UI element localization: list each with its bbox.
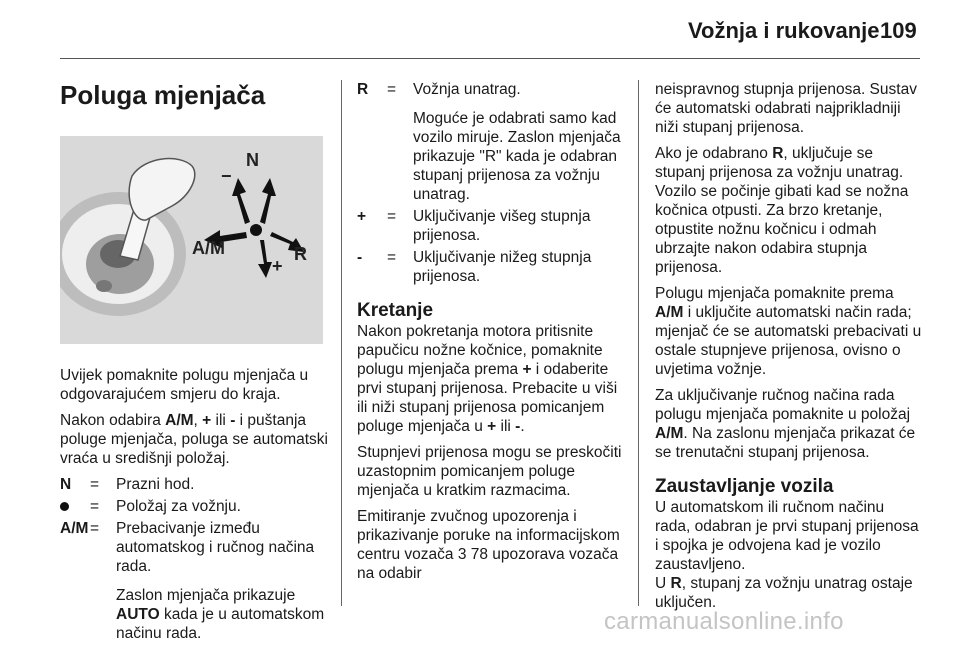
paragraph: neispravnog stupnja prijenosa. Sustav će automatski odabrati najprikladniji niži stupanj prijenosa. xyxy=(655,81,917,136)
page-number: 109 xyxy=(880,18,917,43)
header-divider xyxy=(60,58,920,59)
gear-position-list xyxy=(60,475,328,643)
figure-label-minus: − xyxy=(221,166,232,186)
column-3 xyxy=(655,80,923,619)
list-item: N = Prazni hod. xyxy=(60,476,195,493)
subsection-title-zaustavljanje: Zaustavljanje vozila xyxy=(655,476,834,497)
page-header-title: Vožnja i rukovanje xyxy=(688,18,880,43)
subsection-title-kretanje: Kretanje xyxy=(357,300,434,321)
paragraph: Polugu mjenjača pomaknite prema A/M i uključite automatski način rada; mjenjač će se automatski prebacivati u ostale stupnjeve prijenosa, ovisno o uvjetima vožnje. xyxy=(655,285,922,378)
paragraph: U automatskom ili ručnom načinu rada, odabran je prvi stupanj prijenosa i spojka je odvojena kad je vozilo zaustavljeno. xyxy=(655,499,919,573)
list-item: - = Uključivanje nižeg stupnja prijenosa. xyxy=(357,249,592,285)
list-item: A/M = Prebacivanje između automatskog i ručnog načina rada. Zaslon mjenjača prikazuje AUTO kada je u automatskom načinu rada. xyxy=(60,520,325,642)
column-1 xyxy=(60,80,328,649)
paragraph: U R, stupanj za vožnju unatrag ostaje uključen. xyxy=(655,575,913,611)
list-item: + = Uključivanje višeg stupnja prijenosa. xyxy=(357,208,591,244)
list-item: = Položaj za vožnju. xyxy=(60,497,328,516)
page-reference: 3 78 xyxy=(457,546,488,563)
figure-label-r: R xyxy=(294,244,307,264)
paragraph: Nakon odabira A/M, + ili - i puštanja poluge mjenjača, poluga se automatski vraća u središnji položaj. xyxy=(60,412,328,467)
figure-label-am: A/M xyxy=(192,238,225,258)
figure-label-n: N xyxy=(246,150,259,170)
paragraph: Nakon pokretanja motora pritisnite papučicu nožne kočnice, pomaknite polugu mjenjača prema + i odaberite prvi stupanj prijenosa. Prebacite u viši ili niži stupanj prijenosa pomicanjem poluge mjenjača u + ili -. xyxy=(357,323,618,435)
list-item: R = Vožnja unatrag. Moguće je odabrati samo kad vozilo miruje. Zaslon mjenjača prikazuje "R" kada je odabran stupanj prijenosa za vožnju unatrag. xyxy=(357,81,621,203)
column-divider-1 xyxy=(341,80,342,606)
paragraph: Uvijek pomaknite polugu mjenjača u odgovarajućem smjeru do kraja. xyxy=(60,367,309,403)
column-divider-2 xyxy=(638,80,639,606)
paragraph: Za uključivanje ručnog načina rada polugu mjenjača pomaknite u položaj A/M. Na zaslonu mjenjača prikazat će se trenutačni stupanj prijenosa. xyxy=(655,387,916,461)
section-title: Poluga mjenjača xyxy=(60,80,266,110)
paragraph: Emitiranje zvučnog upozorenja i prikazivanje poruke na informacijskom centru vozača 3 78 upozorava vozača na odabir xyxy=(357,508,620,582)
paragraph: Ako je odabrano R, uključuje se stupanj prijenosa za vožnju unatrag. Vozilo se počinje gibati kad se nožna kočnica otpusti. Za brzo kretanje, otpustite nožnu kočnicu i odmah ubrzajte nakon odabira stupnja prijenosa. xyxy=(655,145,909,276)
gear-position-list-continued xyxy=(357,80,625,286)
drive-position-dot-icon xyxy=(60,502,69,511)
figure-label-plus: + xyxy=(272,256,283,276)
gear-lever-illustration xyxy=(60,136,323,344)
footer-watermark: carmanualsonline.info xyxy=(604,608,844,635)
column-2 xyxy=(357,80,625,590)
paragraph: Stupnjevi prijenosa mogu se preskočiti uzastopnim pomicanjem poluge mjenjača u kratkim razmacima. xyxy=(357,444,622,499)
